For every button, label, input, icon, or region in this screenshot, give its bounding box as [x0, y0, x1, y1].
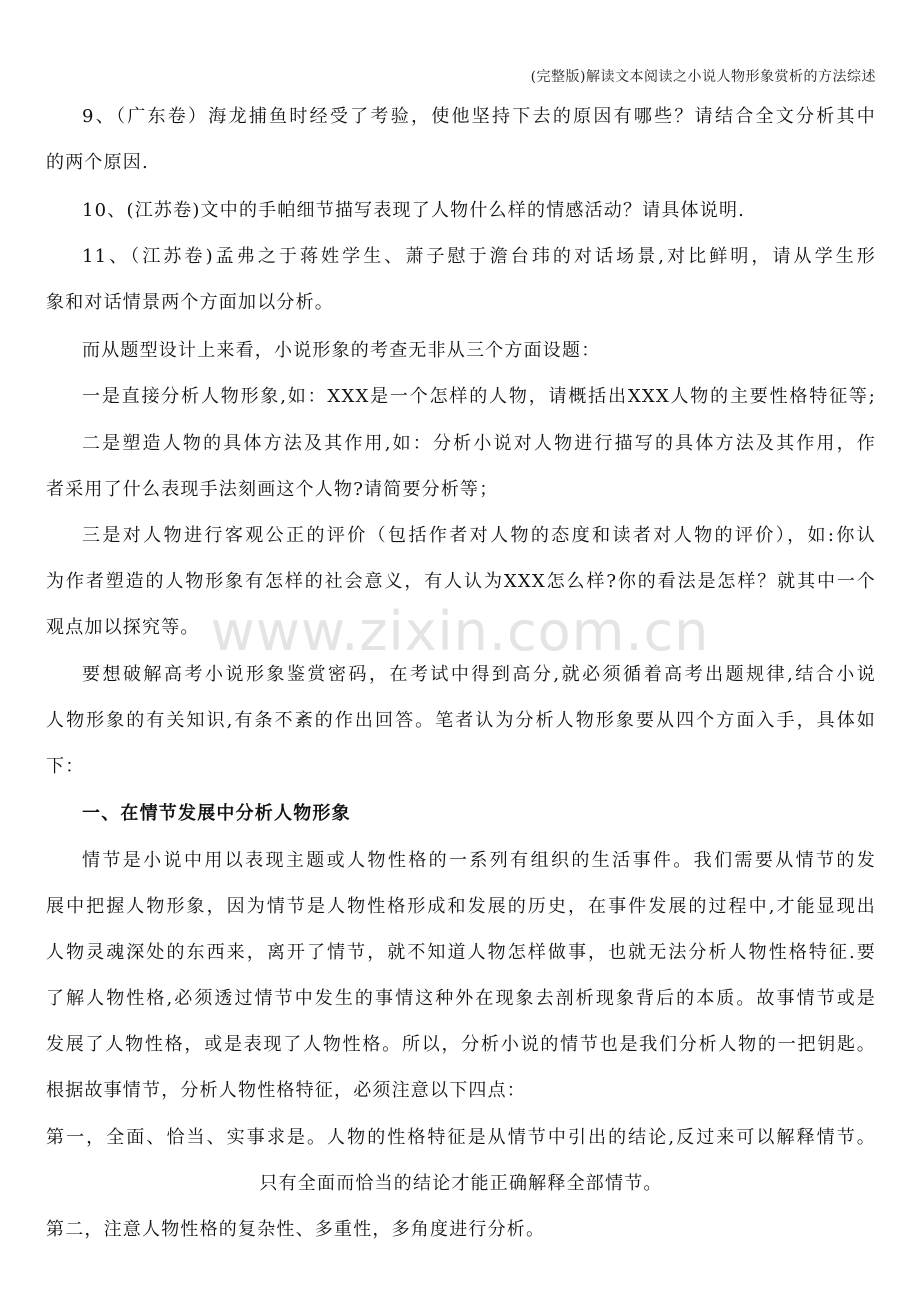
- question-9-line-1: 9、（广东卷）海龙捕鱼时经受了考验，使他坚持下去的原因有哪些？请结合全文分析其中: [82, 106, 876, 127]
- question-type-3-line-1: 三是对人物进行客观公正的评价（包括作者对人物的态度和读者对人物的评价），如:你认: [82, 525, 876, 546]
- section-heading: 一、在情节发展中分析人物形象: [82, 803, 351, 824]
- point-two: 第二，注意人物性格的复杂性、多重性，多角度进行分析。: [46, 1219, 546, 1240]
- plot-paragraph-line-3: 人物灵魂深处的东西来，离开了情节，就不知道人物怎样做事，也就无法分析人物性格特征.要: [46, 942, 876, 963]
- plot-paragraph-line-2: 展中把握人物形象，因为情节是人物性格形成和发展的历史，在事件发展的过程中,才能显现出: [46, 896, 876, 917]
- question-9-line-2: 的两个原因.: [46, 152, 149, 173]
- question-type-intro: 而从题型设计上来看，小说形象的考查无非从三个方面设题：: [82, 340, 601, 361]
- approach-paragraph-line-3: 下：: [46, 756, 85, 777]
- question-type-2-line-1: 二是塑造人物的具体方法及其作用,如：分析小说对人物进行描写的具体方法及其作用，作: [82, 433, 876, 454]
- question-type-3-line-2: 为作者塑造的人物形象有怎样的社会意义，有人认为XXX怎么样?你的看法是怎样？就其中一个: [46, 571, 876, 592]
- plot-paragraph-line-6: 根据故事情节，分析人物性格特征，必须注意以下四点：: [46, 1080, 526, 1101]
- plot-paragraph-line-1: 情节是小说中用以表现主题或人物性格的一系列有组织的生活事件。我们需要从情节的发: [82, 850, 876, 871]
- question-11-line-1: 11、（江苏卷)孟弗之于蒋姓学生、萧子慰于澹台玮的对话场景,对比鲜明，请从学生形: [82, 246, 876, 267]
- question-11-line-2: 象和对话情景两个方面加以分析。: [46, 292, 334, 313]
- question-type-2-line-2: 者采用了什么表现手法刻画这个人物?请简要分析等；: [46, 479, 499, 500]
- question-10: 10、(江苏卷)文中的手帕细节描写表现了人物什么样的情感活动？请具体说明.: [82, 200, 746, 221]
- question-type-1: 一是直接分析人物形象,如：XXX是一个怎样的人物，请概括出XXX人物的主要性格特征等;: [82, 386, 876, 407]
- watermark: www.zixin.com.cn: [210, 600, 710, 663]
- plot-paragraph-line-5: 发展了人物性格，或是表现了人物性格。所以，分析小说的情节也是我们分析人物的一把钥匙。: [46, 1034, 876, 1055]
- approach-paragraph-line-1: 要想破解高考小说形象鉴赏密码，在考试中得到高分,就必须循着高考出题规律,结合小说: [82, 664, 876, 685]
- point-one-line-1: 第一，全面、恰当、实事求是。人物的性格特征是从情节中引出的结论,反过来可以解释情节。: [46, 1127, 876, 1148]
- approach-paragraph-line-2: 人物形象的有关知识,有条不紊的作出回答。笔者认为分析人物形象要从四个方面入手，具体如: [46, 710, 876, 731]
- question-type-3-line-3: 观点加以探究等。: [46, 617, 200, 638]
- point-one-line-2: 只有全面而恰当的结论才能正确解释全部情节。: [259, 1173, 663, 1194]
- plot-paragraph-line-4: 了解人物性格,必须透过情节中发生的事情这种外在现象去剖析现象背后的本质。故事情节或是: [46, 988, 876, 1009]
- running-header: (完整版)解读文本阅读之小说人物形象赏析的方法综述: [530, 69, 876, 85]
